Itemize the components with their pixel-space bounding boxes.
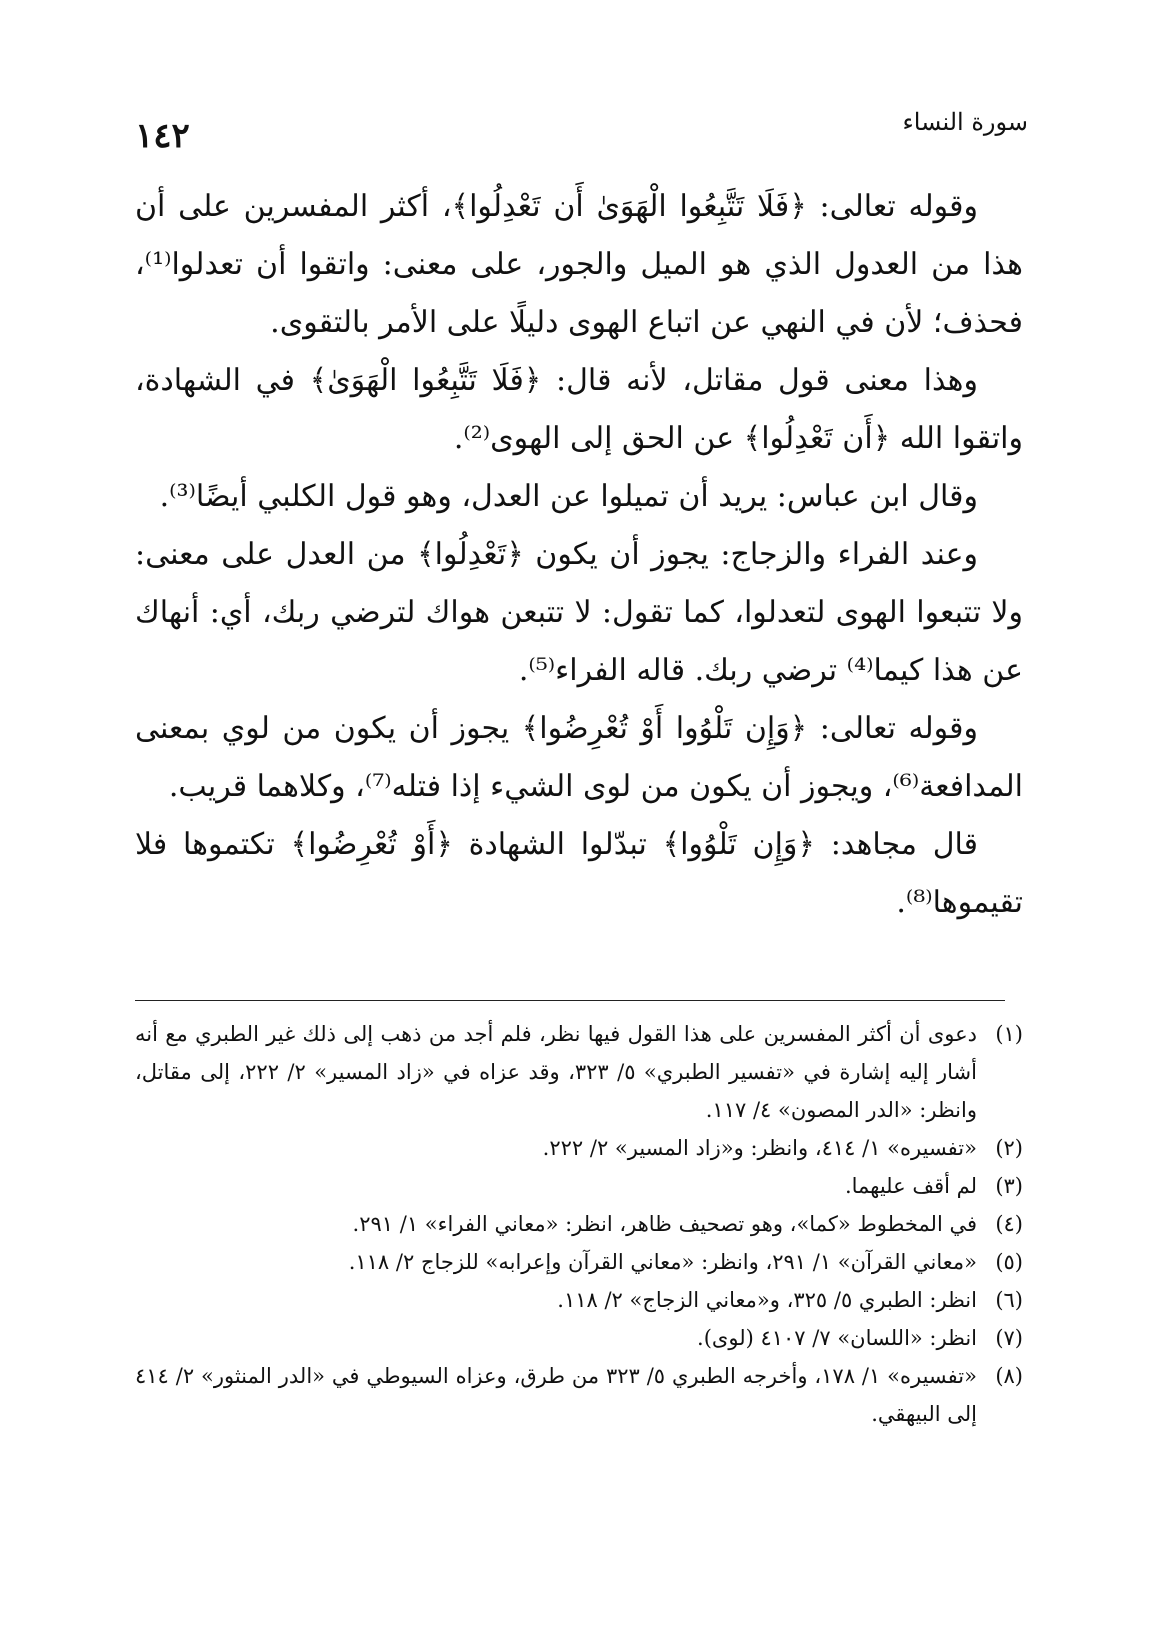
paragraph: وقوله تعالى: ﴿وَإِن تَلْوُوا أَوْ تُعْرِضُوا﴾ يجوز أن يكون من لوي بمعنى المدافعة⁽⁶⁾، ويجوز أن يكون من لوى الشيء إذا فتله⁽⁷⁾، وكلاهما قريب.: [135, 711, 1023, 804]
paragraph: وهذا معنى قول مقاتل، لأنه قال: ﴿فَلَا تَتَّبِعُوا الْهَوَىٰ﴾ في الشهادة، واتقوا الله ﴿أَن تَعْدِلُوا﴾ عن الحق إلى الهوى⁽²⁾.: [135, 363, 1023, 456]
footnote-text: «تفسيره» ١/ ١٧٨، وأخرجه الطبري ٥/ ٣٢٣ من طرق، وعزاه السيوطي في «الدر المنثور» ٢/ ٤١٤ إلى البيهقي.: [135, 1364, 977, 1426]
footnote: [135, 1167, 1023, 1205]
footnote-number: (٥): [995, 1250, 1023, 1274]
footnote-number: (٨): [995, 1364, 1023, 1388]
footnote-text: انظر: الطبري ٥/ ٣٢٥، و«معاني الزجاج» ٢/ ١١٨.: [557, 1288, 977, 1312]
footnote: [135, 1357, 1023, 1433]
footnote-text: دعوى أن أكثر المفسرين على هذا القول فيها نظر، فلم أجد من ذهب إلى ذلك غير الطبري مع أنه أشار إليه إشارة في «تفسير الطبري» ٥/ ٣٢٣، وقد عزاه في «زاد المسير» ٢/ ٢٢٢، إلى مقاتل، وانظر: «الدر المصون» ٤/ ١١٧.: [135, 1022, 977, 1122]
footnote-number: (٢): [995, 1136, 1023, 1160]
footnote: [135, 1319, 1023, 1357]
page-number: ١٤٢: [135, 116, 190, 156]
footnote-text: في المخطوط «كما»، وهو تصحيف ظاهر، انظر: «معاني الفراء» ١/ ٢٩١.: [352, 1212, 977, 1236]
footnotes: [135, 1015, 1023, 1433]
paragraph: وقال ابن عباس: يريد أن تميلوا عن العدل، وهو قول الكلبي أيضًا⁽³⁾.: [159, 479, 978, 514]
page-header: [135, 100, 1028, 160]
paragraph: وعند الفراء والزجاج: يجوز أن يكون ﴿تَعْدِلُوا﴾ من العدل على معنى: ولا تتبعوا الهوى لتعدلوا، كما تقول: لا تتبعن هواك لترضي ربك، أي: أنهاك عن هذا كيما⁽⁴⁾ ترضي ربك. قاله الفراء⁽⁵⁾.: [135, 537, 1023, 688]
footnote: [135, 1281, 1023, 1319]
paragraph: وقوله تعالى: ﴿فَلَا تَتَّبِعُوا الْهَوَىٰ أَن تَعْدِلُوا﴾، أكثر المفسرين على أن هذا من العدول الذي هو الميل والجور، على معنى: واتقوا أن تعدلوا⁽¹⁾، فحذف؛ لأن في النهي عن اتباع الهوى دليلًا على الأمر بالتقوى.: [135, 189, 1023, 340]
paragraph: قال مجاهد: ﴿وَإِن تَلْوُوا﴾ تبدّلوا الشهادة ﴿أَوْ تُعْرِضُوا﴾ تكتموها فلا تقيموها⁽⁸⁾.: [135, 827, 1023, 920]
footnote-number: (١): [995, 1022, 1023, 1046]
footnote-text: «تفسيره» ١/ ٤١٤، وانظر: و«زاد المسير» ٢/ ٢٢٢.: [542, 1136, 977, 1160]
footnote: [135, 1243, 1023, 1281]
footnote-number: (٣): [995, 1174, 1023, 1198]
footnote-number: (٧): [995, 1326, 1023, 1350]
footnote-text: انظر: «اللسان» ٧/ ٤١٠٧ (لوى).: [697, 1326, 977, 1350]
footnote-text: لم أقف عليهما.: [844, 1174, 977, 1198]
footnote: [135, 1015, 1023, 1129]
main-text: [135, 178, 1023, 932]
footnote-separator: [135, 1000, 1005, 1001]
footnote: [135, 1129, 1023, 1167]
footnote-text: «معاني القرآن» ١/ ٢٩١، وانظر: «معاني القرآن وإعرابه» للزجاج ٢/ ١١٨.: [348, 1250, 977, 1274]
footnote-number: (٤): [995, 1212, 1023, 1236]
footnote-number: (٦): [995, 1288, 1023, 1312]
footnote: [135, 1205, 1023, 1243]
sura-title: سورة النساء: [902, 108, 1028, 136]
